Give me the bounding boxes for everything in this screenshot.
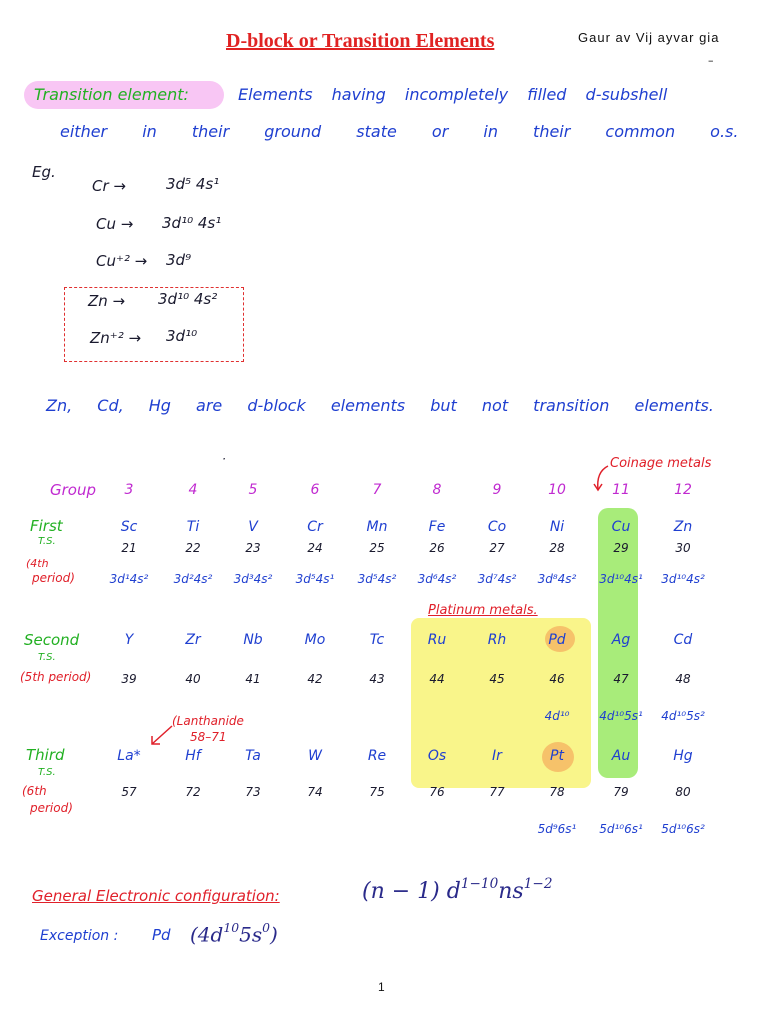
atomic-number: 28	[549, 541, 565, 555]
atomic-number: 46	[549, 672, 565, 686]
element-symbol: Y	[124, 632, 134, 648]
element-symbol: Fe	[428, 519, 446, 535]
atomic-number: 30	[675, 541, 691, 555]
author-dash: –	[708, 54, 714, 67]
platinum-metals-label: Platinum metals.	[428, 603, 538, 618]
second-series-label: Second	[24, 631, 80, 649]
electron-configuration: 3d²4s²	[173, 572, 213, 586]
exception-open: (4d	[190, 922, 224, 947]
example-config: 3d¹⁰	[166, 327, 198, 345]
atomic-number: 26	[429, 541, 445, 555]
atomic-number: 77	[489, 785, 505, 799]
first-series-period: (4th	[26, 557, 49, 570]
element-symbol: Ta	[245, 748, 261, 764]
atomic-number: 27	[489, 541, 505, 555]
third-series-ts: T.S.	[38, 767, 56, 778]
third-series-label: Third	[26, 746, 65, 764]
atomic-number: 22	[185, 541, 201, 555]
definition-label: Transition element:	[34, 85, 189, 104]
element-symbol: Cr	[307, 519, 323, 535]
element-symbol: Ru	[427, 632, 447, 648]
element-symbol: Co	[487, 519, 507, 535]
group-number: 12	[674, 482, 692, 498]
electron-configuration: 4d¹⁰5s¹	[599, 709, 643, 723]
atomic-number: 72	[185, 785, 201, 799]
atomic-number: 74	[307, 785, 323, 799]
element-symbol: Ni	[549, 519, 565, 535]
atomic-number: 75	[369, 785, 385, 799]
electron-configuration: 5d⁹6s¹	[537, 822, 577, 836]
electron-configuration: 3d³4s²	[233, 572, 273, 586]
example-ion: Cr →	[92, 177, 126, 195]
general-config-label: General Electronic configuration:	[32, 887, 280, 905]
electron-configuration: 3d⁶4s²	[417, 572, 457, 586]
atomic-number: 29	[613, 541, 629, 555]
group-number: 7	[372, 482, 382, 498]
atomic-number: 23	[245, 541, 261, 555]
element-symbol: Pt	[550, 748, 564, 764]
element-symbol: Os	[427, 748, 447, 764]
electron-configuration: 4d¹⁰5s²	[661, 709, 705, 723]
element-symbol: Nb	[243, 632, 263, 648]
example-ion: Cu⁺² →	[96, 252, 148, 270]
formula-ns: ns	[498, 879, 524, 905]
electron-configuration: 3d⁸4s²	[537, 572, 577, 586]
second-series-period: (5th period)	[20, 670, 92, 684]
statement-text: Zn, Cd, Hg are d-block elements but not transition elements.	[46, 396, 714, 415]
lanthanide-range: 58–71	[190, 730, 227, 744]
group-number: 5	[248, 482, 258, 498]
group-number: 10	[548, 482, 566, 498]
atomic-number: 80	[675, 785, 691, 799]
exception-formula	[190, 920, 278, 946]
second-series-ts: T.S.	[38, 652, 56, 663]
group-number: 9	[492, 482, 502, 498]
electron-configuration: 3d¹⁰4s¹	[599, 572, 643, 586]
electron-configuration: 3d¹4s²	[109, 572, 149, 586]
element-symbol: Rh	[487, 632, 507, 648]
element-symbol: Pd	[548, 632, 566, 648]
group-number: 3	[124, 482, 134, 498]
atomic-number: 39	[121, 672, 137, 686]
electron-configuration: 3d⁷4s²	[477, 572, 517, 586]
element-symbol: Hf	[185, 748, 201, 764]
element-symbol: La*	[117, 748, 141, 764]
group-number: 11	[612, 482, 630, 498]
atomic-number: 21	[121, 541, 137, 555]
electron-configuration: 4d¹⁰	[544, 709, 570, 723]
atomic-number: 48	[675, 672, 691, 686]
atomic-number: 43	[369, 672, 385, 686]
lanthanide-arrow-icon	[148, 722, 176, 748]
lanthanide-label: (Lanthanide	[172, 714, 244, 728]
atomic-number: 44	[429, 672, 445, 686]
definition-line-1: Elements having incompletely filled d-subshell	[238, 85, 668, 104]
first-series-ts: T.S.	[38, 536, 56, 547]
group-number: 4	[188, 482, 198, 498]
definition-line-2: either in their ground state or in their common o.s.	[60, 122, 739, 141]
example-config: 3d⁹	[166, 251, 192, 269]
element-symbol: Ti	[186, 519, 200, 535]
element-symbol: Zr	[185, 632, 201, 648]
element-symbol: V	[248, 519, 258, 535]
electron-configuration: 3d⁵4s²	[357, 572, 397, 586]
general-config-formula	[362, 876, 553, 904]
element-symbol: Mo	[304, 632, 326, 648]
third-series-period: (6th	[22, 784, 47, 798]
atomic-number: 47	[613, 672, 629, 686]
element-symbol: W	[308, 748, 322, 764]
element-symbol: Au	[611, 748, 631, 764]
electron-configuration: 5d¹⁰6s²	[661, 822, 705, 836]
element-symbol: Cu	[611, 519, 631, 535]
example-config: 3d⁵ 4s¹	[166, 175, 220, 193]
exception-5s: 5s	[239, 922, 263, 947]
formula-exponent-s: 1−2	[523, 876, 553, 892]
first-series-period: period)	[32, 571, 75, 585]
formula-base: (n − 1) d	[362, 879, 461, 905]
atomic-number: 45	[489, 672, 505, 686]
example-config: 3d¹⁰ 4s²	[158, 290, 218, 308]
exception-close: )	[270, 922, 278, 947]
element-symbol: Cd	[673, 632, 693, 648]
exception-exponent-s: 0	[262, 920, 271, 935]
element-symbol: Ir	[492, 748, 502, 764]
electron-configuration: 5d¹⁰6s¹	[599, 822, 643, 836]
electron-configuration: 3d¹⁰4s²	[661, 572, 705, 586]
coinage-metals-label: Coinage metals	[610, 456, 712, 471]
element-symbol: Tc	[369, 632, 385, 648]
electron-configuration: 3d⁵4s¹	[295, 572, 335, 586]
atomic-number: 76	[429, 785, 445, 799]
group-number: 8	[432, 482, 442, 498]
examples-label: Eg.	[32, 163, 56, 181]
formula-exponent-d: 1−10	[460, 876, 499, 892]
exception-exponent-d: 10	[223, 920, 240, 935]
example-ion: Zn⁺² →	[90, 329, 142, 347]
element-symbol: Ag	[611, 632, 631, 648]
exception-element: Pd	[152, 926, 171, 944]
atomic-number: 79	[613, 785, 629, 799]
element-symbol: Sc	[120, 519, 138, 535]
atomic-number: 40	[185, 672, 201, 686]
element-symbol: Hg	[673, 748, 693, 764]
exception-label: Exception :	[40, 928, 119, 944]
element-symbol: Re	[367, 748, 387, 764]
example-config: 3d¹⁰ 4s¹	[162, 214, 222, 232]
element-symbol: Mn	[366, 519, 388, 535]
atomic-number: 24	[307, 541, 323, 555]
atomic-number: 73	[245, 785, 261, 799]
atomic-number: 57	[121, 785, 137, 799]
element-symbol: Zn	[673, 519, 693, 535]
group-number: 6	[310, 482, 320, 498]
example-ion: Cu →	[96, 215, 134, 233]
third-series-period: period)	[30, 801, 73, 815]
author-name: Gaur av Vij ayvar gia	[578, 30, 720, 45]
example-ion: Zn →	[88, 292, 126, 310]
stray-dot: ·	[222, 452, 226, 466]
atomic-number: 42	[307, 672, 323, 686]
group-label: Group	[50, 481, 96, 499]
atomic-number: 78	[549, 785, 565, 799]
atomic-number: 25	[369, 541, 385, 555]
page-title: D-block or Transition Elements	[226, 30, 495, 52]
page-number: 1	[378, 980, 385, 994]
atomic-number: 41	[245, 672, 261, 686]
first-series-label: First	[30, 517, 63, 535]
